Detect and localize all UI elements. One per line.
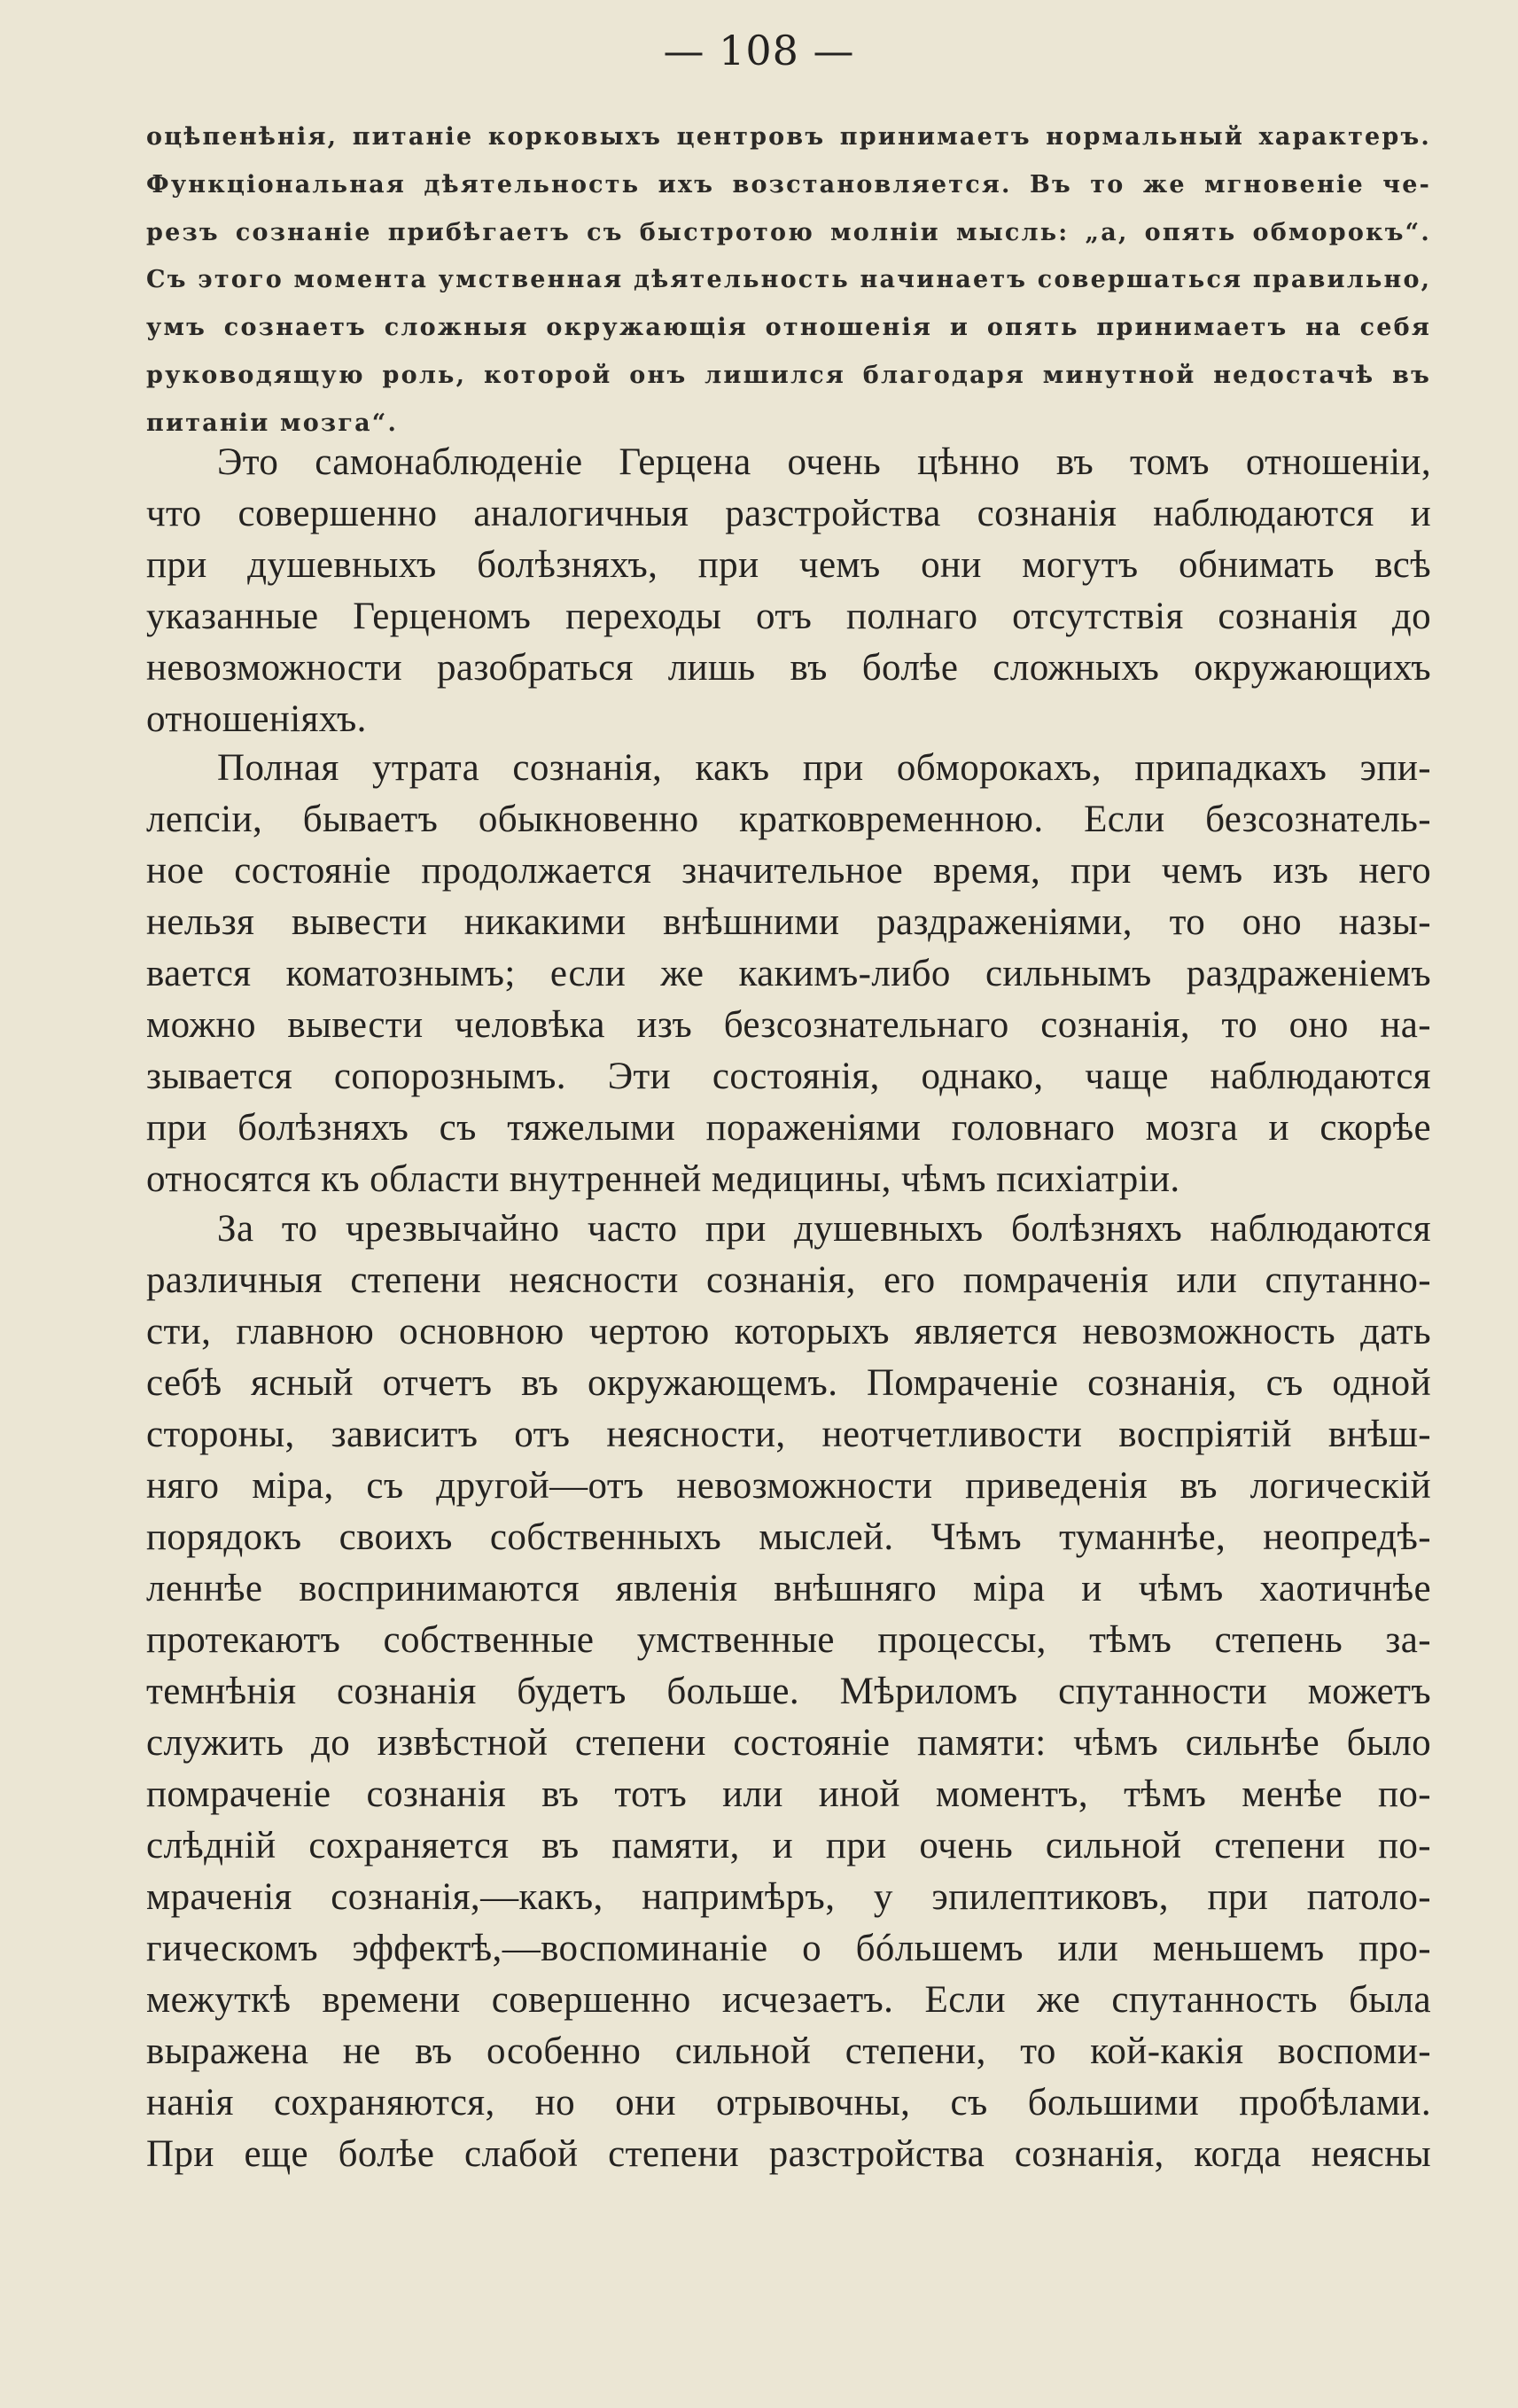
paragraph-line: Это самонаблюденіе Герцена очень цѣнно въ томъ отношеніи, [217,441,1431,483]
paragraph-line: При еще болѣе слабой степени разстройства сознанія, когда неясны [146,2133,1431,2175]
quote-line: руководящую роль, которой онъ лишился благодаря минутной недостачѣ въ [146,361,1431,389]
paragraph-line: помраченіе сознанія въ тотъ или иной моментъ, тѣмъ менѣе по- [146,1773,1431,1815]
paragraph-2 [146,743,1431,1205]
quote-line: умъ сознаетъ сложныя окружающія отношенія и опять принимаетъ на себя [146,314,1431,342]
paragraph-line: леннѣе воспринимаются явленія внѣшняго міра и чѣмъ хаотичнѣе [146,1568,1431,1609]
quote-block [146,113,1431,448]
paragraph-line: няго міра, съ другой—отъ невозможности приведенія въ логическій [146,1465,1431,1507]
paragraph-line: зывается сопорознымъ. Эти состоянія, однако, чаще наблюдаются [146,1056,1431,1097]
paragraph-line: протекаютъ собственные умственные процессы, тѣмъ степень за- [146,1619,1431,1661]
paragraph-line: относятся къ области внутренней медицины, чѣмъ психіатріи. [146,1158,1180,1200]
paragraph-line: порядокъ своихъ собственныхъ мыслей. Чѣмъ туманнѣе, неопредѣ- [146,1516,1431,1558]
paragraph-line: нанія сохраняются, но они отрывочны, съ большими пробѣлами. [146,2082,1431,2124]
quote-line: оцѣпенѣнія, питаніе корковыхъ центровъ принимаетъ нормальный характеръ. [146,123,1431,151]
paragraph-line: служить до извѣстной степени состояніе памяти: чѣмъ сильнѣе было [146,1722,1431,1764]
paragraph-3 [146,1204,1431,2180]
page-number: — 108 — [663,27,855,74]
paragraph-line: лепсіи, бываетъ обыкновенно кратковременною. Если безсознатель- [146,799,1431,840]
paragraph-line: сти, главною основною чертою которыхъ является невозможность дать [146,1311,1431,1352]
paragraph-line: ное состояніе продолжается значительное время, при чемъ изъ него [146,850,1431,892]
paragraph-line: различныя степени неясности сознанія, его помраченія или спутанно- [146,1259,1431,1301]
paragraph-line: себѣ ясный отчетъ въ окружающемъ. Помраченіе сознанія, съ одной [146,1362,1431,1404]
paragraph-line: можно вывести человѣка изъ безсознательнаго сознанія, то оно на- [146,1004,1431,1046]
quote-line: Функціональная дѣятельность ихъ возстановляется. Въ то же мгновеніе че- [146,170,1431,199]
paragraph-line: невозможности разобраться лишь въ болѣе сложныхъ окружающихъ [146,647,1431,689]
paragraph-line: вается коматознымъ; если же какимъ-либо сильнымъ раздраженіемъ [146,953,1431,994]
paragraph-line: при болѣзняхъ съ тяжелыми пораженіями головнаго мозга и скорѣе [146,1107,1431,1149]
quote-line: Съ этого момента умственная дѣятельность начинаетъ совершаться правильно, [146,266,1431,294]
paragraph-line: мраченія сознанія,—какъ, напримѣръ, у эпилептиковъ, при патоло- [146,1876,1431,1918]
paragraph-line: темнѣнія сознанія будетъ больше. Мѣриломъ спутанности можетъ [146,1671,1431,1712]
paragraph-line: Полная утрата сознанія, какъ при обморокахъ, припадкахъ эпи- [217,747,1431,789]
paragraph-line: при душевныхъ болѣзняхъ, при чемъ они могутъ обнимать всѣ [146,544,1431,586]
paragraph-line: отношеніяхъ. [146,698,367,740]
paragraph-line: выражена не въ особенно сильной степени, то кой-какія воспоми- [146,2030,1431,2072]
paragraph-1 [146,437,1431,745]
paragraph-line: гическомъ эффектѣ,—воспоминаніе о бóльшемъ или меньшемъ про- [146,1928,1431,1969]
paragraph-line: нельзя вывести никакими внѣшними раздраженіями, то оно назы- [146,901,1431,943]
quote-line: резъ сознаніе прибѣгаетъ съ быстротою молніи мысль: „а, опять обморокъ“. [146,218,1431,246]
paragraph-line: указанные Герценомъ переходы отъ полнаго отсутствія сознанія до [146,596,1431,637]
paragraph-line: слѣдній сохраняется въ памяти, и при очень сильной степени по- [146,1825,1431,1866]
paragraph-line: межуткѣ времени совершенно исчезаетъ. Если же спутанность была [146,1979,1431,2021]
paragraph-line: что совершенно аналогичныя разстройства сознанія наблюдаются и [146,493,1431,534]
paragraph-line: За то чрезвычайно часто при душевныхъ болѣзняхъ наблюдаются [217,1208,1431,1250]
paragraph-line: стороны, зависитъ отъ неясности, неотчетливости воспріятій внѣш- [146,1414,1431,1455]
quote-line: питаніи мозга“. [146,409,399,437]
